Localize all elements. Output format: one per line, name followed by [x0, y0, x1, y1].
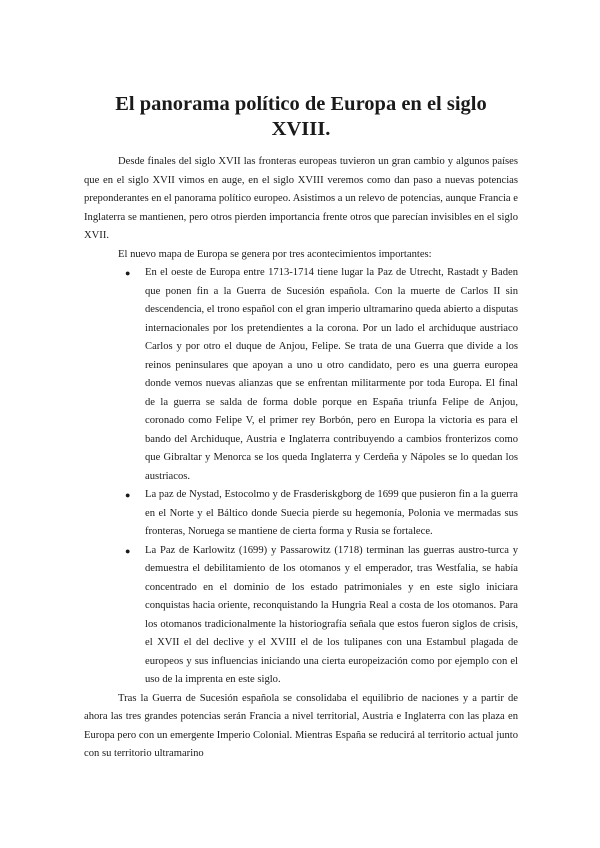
bullet-icon: ●: [125, 490, 131, 501]
list-item-text: En el oeste de Europa entre 1713-1714 tiene lugar la Paz de Utrecht, Rastadt y Baden que ponen fin a la Guerra de Sucesión española. Con la muerte de Carlos II sin descendencia, el trono español con el gran imperio ultramarino queda abierto a disputas internacionales por los pretendientes a la corona. Por un lado el archiduque austriaco Carlos y por otro el duque de Anjou, Felipe. Se trata de una Guerra que divide a los reinos peninsulares que apoyan a uno u otro candidato, pero es una guerra europea donde vemos nuevas alianzas que se enfrentan militarmente por toda Europa. El final de la guerra se salda de forma doble porque en España triunfa Felipe de Anjou, coronado como Felipe V, el primer rey Borbón, pero en Europa la victoria es para el bando del Archiduque, Austria e Inglaterra contribuyendo a cambios fronterizos como que Gibraltar y Menorca se los queda Inglaterra y Cerdeña y Nápoles se lo quedan los austriacos.: [145, 267, 518, 482]
list-item-text: La Paz de Karlowitz (1699) y Passarowitz (1718) terminan las guerras austro-turca y demuestra el debilitamiento de los otomanos y el emperador, tras Westfalia, se había concentrado en el dominio de los estado patrimoniales y en este siglo iniciara conquistas hacia oriente, reconquistando la Hungria Real a costa de los otomanos. Para los otomanos tradicionalmente la historiografía señala que estos fueron siglos de crisis, el XVII el del declive y el XVIII el de los tulipanes con una Estambul plagada de europeos y sus influencias iniciando una cierta europeización como por ejemplo con el uso de la imprenta en este siglo.: [145, 544, 518, 686]
list-item: [84, 542, 518, 690]
list-item: [84, 486, 518, 542]
map-intro-paragraph: El nuevo mapa de Europa se genera por tres acontecimientos importantes:: [118, 248, 432, 260]
page-title: El panorama político de Europa en el siglo XVIII.: [115, 93, 487, 140]
list-item-text: La paz de Nystad, Estocolmo y de Frasderiskgborg de 1699 que pusieron fin a la guerra en el Norte y el Báltico donde Suecia pierde su hegemonía, Polonia ve mermadas sus fronteras, Noruega se mantiene de cierta forma y Rusia se fortalece.: [145, 489, 518, 538]
intro-paragraph: Desde finales del siglo XVII las fronteras europeas tuvieron un gran cambio y algunos países que en el siglo XVII vimos en auge, en el siglo XVIII veremos como dan paso a nuevas potencias preponderantes en el panorama político europeo. Asistimos a un relevo de potencias, aunque Francia e Inglaterra se mantienen, pero otros pierden importancia frente otros que parecían invisibles en el siglo XVII.: [84, 156, 518, 242]
list-item: [84, 264, 518, 486]
conclusion-paragraph: Tras la Guerra de Sucesión española se consolidaba el equilibrio de naciones y a partir de ahora las tres grandes potencias serán Francia a nivel territorial, Austria e Inglaterra con las plaza en Europa pero con un emergente Imperio Colonial. Mientras España se reducirá al territorio actual junto con su territorio ultramarino: [84, 692, 518, 760]
bullet-icon: ●: [125, 268, 131, 279]
bullet-icon: ●: [125, 545, 131, 556]
events-list: [84, 264, 518, 690]
document-page: [84, 92, 518, 764]
